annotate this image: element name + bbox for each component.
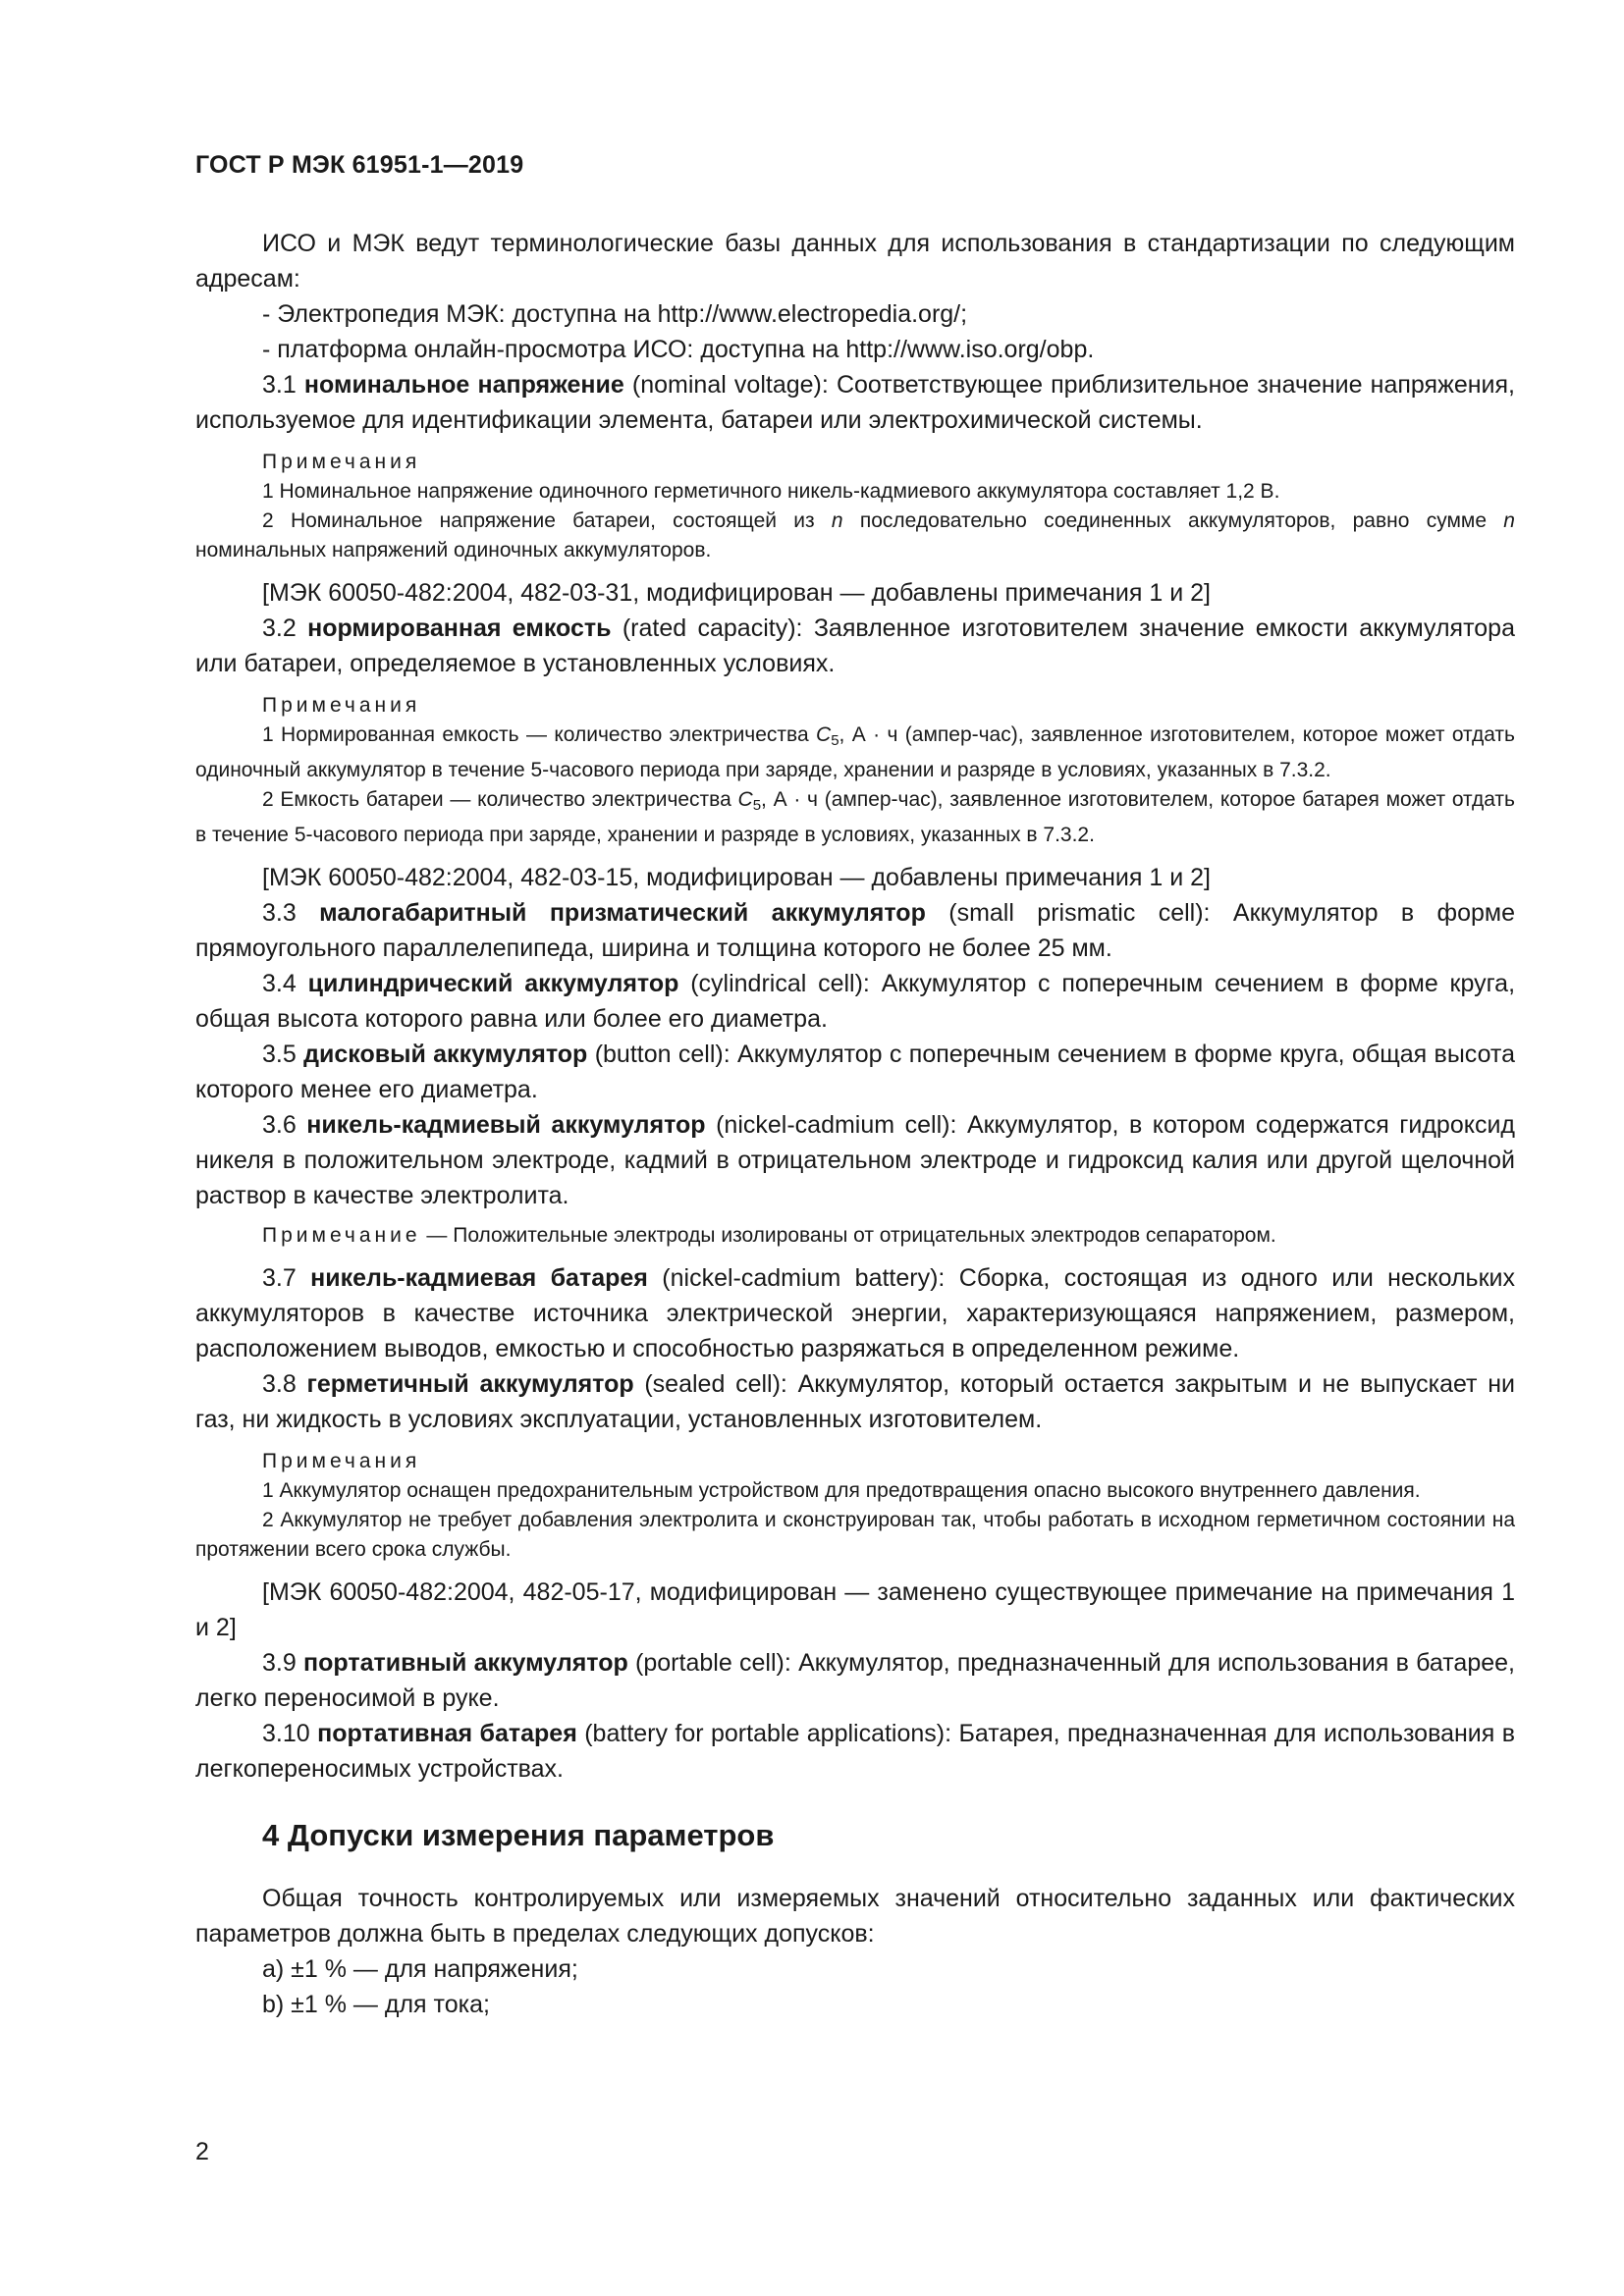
term-3-5 (195, 1037, 1515, 1107)
list-item: a) ±1 % — для напряжения; (262, 1955, 578, 1983)
term-english: (small prismatic cell): (948, 899, 1211, 927)
note-text: — Положительные электроды изолированы от отрицательных электродов сепаратором. (426, 1224, 1276, 1247)
intro-list-item: - платформа онлайн-просмотра ИСО: доступна на http://www.iso.org/obp. (262, 336, 1095, 363)
term-definition: Аккумулятор в форме прямоугольного параллелепипеда, ширина и толщина которого не более 25 мм. (195, 899, 1516, 962)
term-definition: Соответствующее приблизительное значение напряжения, используемое для идентификации элемента, батареи или электрохимической системы. (195, 371, 1515, 434)
note-text: 2 Емкость батареи — количество электричества (262, 788, 731, 811)
term-3-6 (195, 1107, 1515, 1213)
notes-heading: Примечания (262, 1450, 421, 1472)
term-number: 3.10 (262, 1720, 310, 1747)
term-name: дисковый аккумулятор (303, 1041, 588, 1068)
note-inline (195, 1221, 1515, 1251)
note-item (195, 785, 1515, 850)
note-text: последовательно соединенных аккумуляторов, равно сумме (859, 509, 1488, 532)
term-number: 3.9 (262, 1649, 297, 1677)
note-subscript: 5 (752, 797, 762, 814)
note-subscript: 5 (831, 732, 839, 749)
term-number: 3.7 (262, 1264, 297, 1292)
note-variable: n (831, 509, 843, 532)
term-number: 3.3 (262, 899, 297, 927)
term-3-9 (195, 1645, 1515, 1716)
note-text: , А · ч (ампер-час), заявленное изготовителем, которое может отдать одиночный аккумулятор в течение 5-часового периода при заряде, хранении и разряде в условиях, указанных в 7.3.2. (195, 723, 1515, 781)
term-english: (nickel-cadmium cell): (716, 1111, 957, 1139)
term-english: (nominal voltage): (631, 371, 829, 399)
intro-list-item: - Электропедия МЭК: доступна на http://www.electropedia.org/; (262, 300, 968, 328)
note-item (195, 507, 1515, 565)
list-item: b) ±1 % — для тока; (262, 1991, 490, 2018)
term-number: 3.4 (262, 970, 297, 997)
notes-heading: Примечания (262, 451, 421, 473)
note-symbol: C (737, 788, 753, 811)
note-text: номинальных напряжений одиночных аккумуляторов. (195, 539, 712, 561)
term-3-4 (195, 966, 1515, 1037)
term-source: [МЭК 60050-482:2004, 482-03-15, модифицирован — добавлены примечания 1 и 2] (262, 864, 1211, 891)
term-english: (battery for portable applications): (584, 1720, 952, 1747)
term-source: [МЭК 60050-482:2004, 482-05-17, модифицирован — заменено существующее примечание на примечания 1 и 2] (195, 1578, 1515, 1641)
term-definition: Заявленное изготовителем значение емкости аккумулятора или батареи, определяемое в установленных условиях. (195, 614, 1515, 677)
term-definition: Аккумулятор, который остается закрытым и не выпускает ни газ, ни жидкость в условиях эксплуатации, установленных изготовителем. (195, 1370, 1515, 1433)
term-number: 3.6 (262, 1111, 297, 1139)
term-definition: Аккумулятор с поперечным сечением в форме круга, общая высота которого менее его диаметра. (195, 1041, 1516, 1103)
note-item: 2 Аккумулятор не требует добавления электролита и сконструирован так, чтобы работать в исходном герметичном состоянии на протяжении всего срока службы. (195, 1509, 1515, 1561)
note-item (195, 721, 1515, 785)
term-definition: Аккумулятор, предназначенный для использования в батарее, легко переносимой в руке. (195, 1649, 1515, 1712)
term-name: нормированная емкость (307, 614, 612, 642)
page-content (195, 226, 1515, 2022)
note-text: 1 Нормированная емкость — количество электричества (262, 723, 809, 746)
term-number: 3.1 (262, 371, 297, 399)
section-heading: 4 Допуски измерения параметров (262, 1818, 775, 1852)
term-english: (nickel-cadmium battery): (662, 1264, 946, 1292)
term-definition: Аккумулятор с поперечным сечением в форме круга, общая высота которого равна или более его диаметра. (195, 970, 1516, 1033)
term-name: никель-кадмиевая батарея (310, 1264, 648, 1292)
note-variable: n (1503, 509, 1515, 532)
term-english: (portable cell): (635, 1649, 791, 1677)
term-definition: Аккумулятор, в котором содержатся гидроксид никеля в положительном электроде, кадмий в отрицательном электроде и гидроксид калия или другой щелочной раствор в качестве электролита. (195, 1111, 1516, 1209)
note-symbol: C (816, 723, 832, 746)
term-3-2 (195, 611, 1515, 681)
term-3-10 (195, 1716, 1515, 1787)
term-name: малогабаритный призматический аккумулятор (319, 899, 926, 927)
term-definition: Сборка, состоящая из одного или нескольких аккумуляторов в качестве источника электрической энергии, характеризующаяся напряжением, размером, расположением выводов, емкостью и способностью разряжаться в определенном режиме. (195, 1264, 1515, 1362)
intro-paragraph: ИСО и МЭК ведут терминологические базы данных для использования в стандартизации по следующим адресам: (195, 230, 1515, 293)
term-definition: Батарея, предназначенная для использования в легкопереносимых устройствах. (195, 1720, 1515, 1783)
term-name: портативная батарея (317, 1720, 577, 1747)
term-number: 3.5 (262, 1041, 297, 1068)
term-english: (sealed cell): (644, 1370, 787, 1398)
term-name: портативный аккумулятор (303, 1649, 628, 1677)
term-3-7 (195, 1260, 1515, 1366)
note-text: , А · ч (ампер-час), заявленное изготовителем, которое батарея может отдать в течение 5-часового периода при заряде, хранении и разряде в условиях, указанных в 7.3.2. (195, 788, 1515, 846)
notes-heading: Примечания (262, 694, 421, 717)
term-english: (button cell): (594, 1041, 731, 1068)
term-name: номинальное напряжение (303, 371, 624, 399)
term-3-1 (195, 367, 1515, 438)
section-paragraph: Общая точность контролируемых или измеряемых значений относительно заданных или фактических параметров должна быть в пределах следующих допусков: (195, 1885, 1515, 1948)
term-english: (cylindrical cell): (690, 970, 870, 997)
term-source: [МЭК 60050-482:2004, 482-03-31, модифицирован — добавлены примечания 1 и 2] (262, 579, 1211, 607)
note-text: 2 Номинальное напряжение батареи, состоящей из (262, 509, 815, 532)
term-name: цилиндрический аккумулятор (307, 970, 679, 997)
note-item: 1 Номинальное напряжение одиночного герметичного никель-кадмиевого аккумулятора составляет 1,2 В. (262, 480, 1280, 503)
term-3-8 (195, 1366, 1515, 1437)
term-3-3 (195, 895, 1515, 966)
document-code-header: ГОСТ Р МЭК 61951-1—2019 (195, 151, 524, 179)
note-heading: Примечание (262, 1224, 421, 1247)
term-name: никель-кадмиевый аккумулятор (306, 1111, 706, 1139)
term-name: герметичный аккумулятор (306, 1370, 634, 1398)
note-item: 1 Аккумулятор оснащен предохранительным устройством для предотвращения опасно высокого внутреннего давления. (262, 1479, 1421, 1502)
term-number: 3.2 (262, 614, 297, 642)
term-number: 3.8 (262, 1370, 297, 1398)
term-english: (rated capacity): (622, 614, 803, 642)
page-number: 2 (195, 2138, 209, 2165)
